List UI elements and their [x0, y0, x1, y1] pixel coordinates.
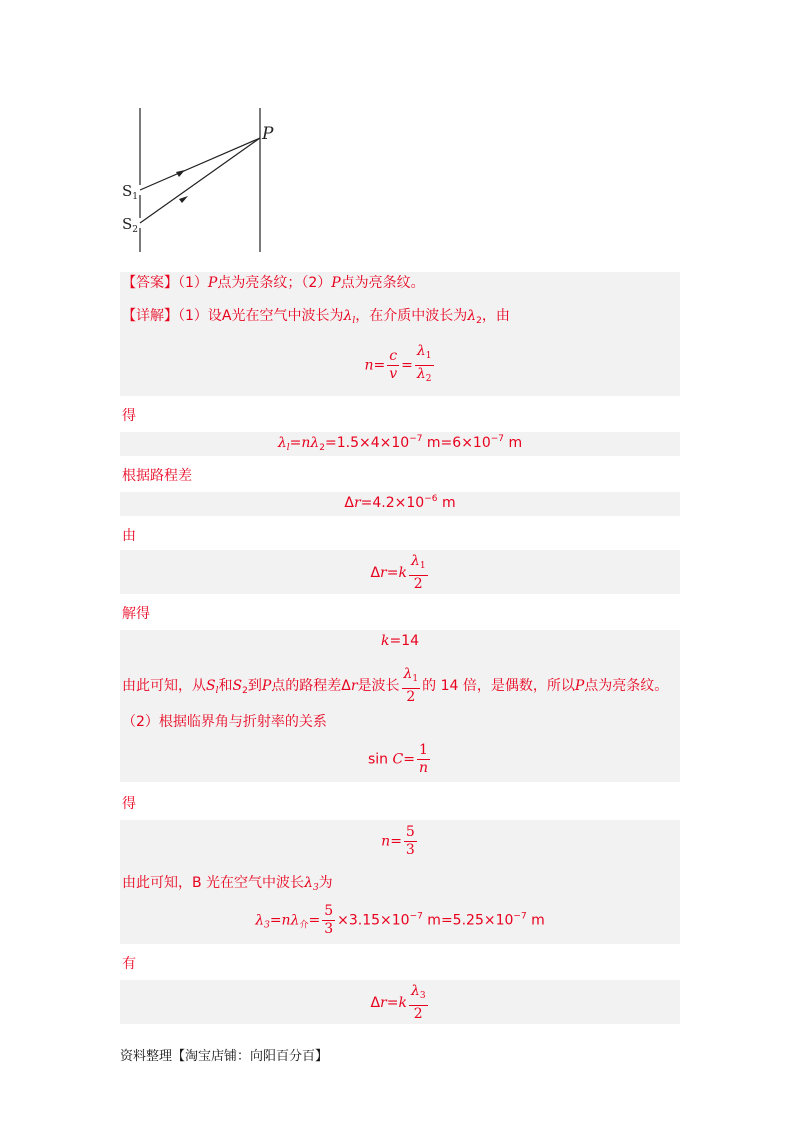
detail-tag: 【详解】 [122, 308, 178, 324]
arrow-s1 [176, 170, 185, 177]
equation-k-lambda3: Δr=k $\frac{\lambda_3}{2}$ [370, 983, 426, 1022]
detail-line: 【详解】（1）设A光在空气中波长为$\lambda_l$，在介质中波长为$\lambda_2$，由 [122, 308, 510, 326]
conclusion-1: 由此可知，从$S_l$和$S_2$到P点的路程差Δr是波长 $\frac{\lambda_1}{2}$ 的 14 倍，是偶数，所以P点为亮条纹。 [122, 666, 669, 705]
answer-line: 【答案】（1）P点为亮条纹；（2）P点为亮条纹。 [122, 275, 425, 291]
label-s2: $S_2$ [122, 215, 139, 235]
page-footer: 资料整理【淘宝店铺：向阳百分百】 [120, 1049, 329, 1064]
text-you: 由 [122, 528, 136, 544]
answer-tag: 【答案】 [122, 275, 178, 291]
equation-k: k=14 [380, 633, 420, 649]
text-part2: （2）根据临界角与折射率的关系 [122, 714, 327, 730]
equation-sin-c: sin C= $\frac{1}{n}$ [368, 742, 428, 776]
ray-s1 [140, 138, 260, 190]
text-you-2: 有 [122, 956, 136, 972]
equation-n: n= $\frac{5}{3}$ [381, 824, 415, 858]
equation-lambda3: $\lambda_3=n\lambda_介=$ $\frac{5}{3}$ $\times 3.15\times 10^{-7}$ $m=5.25\times 10^{-7}$ m [255, 903, 545, 937]
text-jiede: 解得 [122, 606, 150, 622]
arrow-s2 [179, 196, 188, 203]
label-p: P [262, 124, 274, 144]
ray-s2 [140, 138, 260, 223]
equation-k-lambda1: Δr=k $\frac{\lambda_1}{2}$ [370, 553, 426, 592]
equation-delta-r: $\Delta r=4.2\times 10^{-6}$ m [344, 494, 456, 511]
label-s1: $S_1$ [122, 182, 139, 202]
conclusion-2: 由此可知，B 光在空气中波长$\lambda_3$为 [122, 875, 333, 893]
double-slit-diagram [110, 100, 300, 260]
equation-lambda1: $\lambda_l=n\lambda_2=1.5\times 4\times 10^{-7}$ $m=6\times 10^{-7}$ m [277, 434, 523, 453]
text-de-2: 得 [122, 796, 136, 812]
equation-refraction: n= $\frac{c}{v}$ = $\frac{\lambda_1}{\lambda_2}$ [364, 343, 432, 384]
text-de-1: 得 [122, 408, 136, 424]
text-path-difference: 根据路程差 [122, 468, 192, 484]
